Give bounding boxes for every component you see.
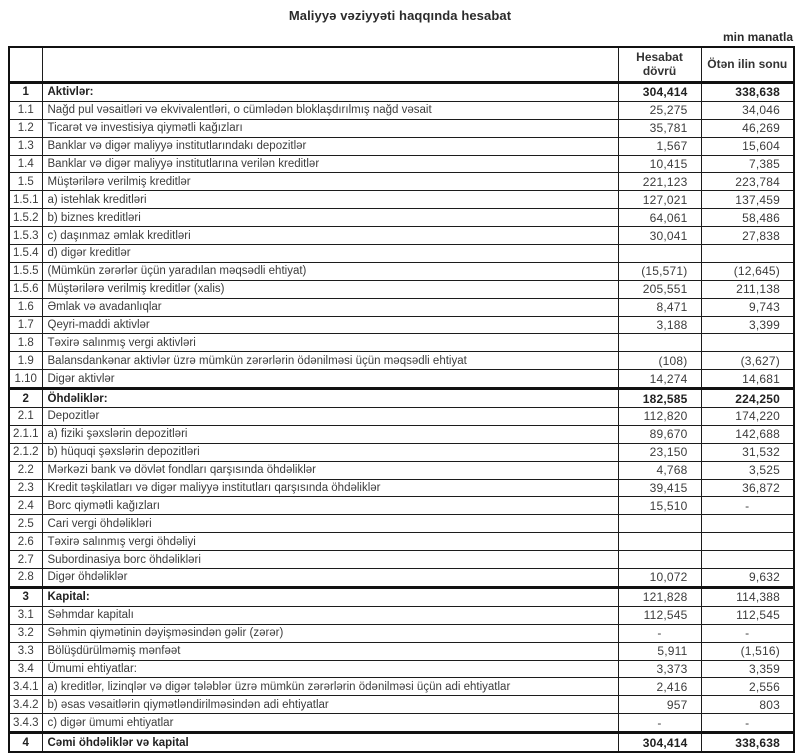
row-number: 2.1 xyxy=(9,408,42,426)
value-previous: 112,545 xyxy=(701,606,794,624)
value-current xyxy=(618,551,701,569)
row-label: Öhdəliklər: xyxy=(42,389,618,408)
value-previous: 2,556 xyxy=(701,678,794,696)
value-current: 8,471 xyxy=(618,298,701,316)
table-row xyxy=(9,262,794,280)
row-number: 4 xyxy=(9,733,42,752)
table-row xyxy=(9,334,794,352)
value-previous: 58,486 xyxy=(701,209,794,227)
value-previous xyxy=(701,533,794,551)
row-label: d) digər kreditlər xyxy=(42,245,618,263)
row-label: Səhmin qiymətinin dəyişməsindən gəlir (zərər) xyxy=(42,624,618,642)
row-number: 2.7 xyxy=(9,551,42,569)
value-current: 127,021 xyxy=(618,191,701,209)
table-row xyxy=(9,191,794,209)
row-number: 3.1 xyxy=(9,606,42,624)
financial-position-table xyxy=(8,46,795,753)
row-label: a) kreditlər, lizinqlər və digər tələblər üzrə mümkün zərərlərin ödənilməsi üçün adi ehtiyatlar xyxy=(42,678,618,696)
col-header-current-period: Hesabat dövrü xyxy=(618,47,701,83)
table-row xyxy=(9,660,794,678)
row-label: Təxirə salınmış vergi aktivləri xyxy=(42,334,618,352)
value-previous xyxy=(701,245,794,263)
table-row xyxy=(9,155,794,173)
value-previous: 3,399 xyxy=(701,316,794,334)
row-number: 1.8 xyxy=(9,334,42,352)
row-label: Ümumi ehtiyatlar: xyxy=(42,660,618,678)
value-current: 957 xyxy=(618,696,701,714)
row-label: Müştərilərə verilmiş kreditlər (xalis) xyxy=(42,280,618,298)
value-previous xyxy=(701,515,794,533)
row-label: Borc qiymətli kağızları xyxy=(42,497,618,515)
row-label: a) istehlak kreditləri xyxy=(42,191,618,209)
row-label: c) daşınmaz əmlak kreditləri xyxy=(42,227,618,245)
value-current: 121,828 xyxy=(618,587,701,606)
value-previous: 137,459 xyxy=(701,191,794,209)
value-current: - xyxy=(618,624,701,642)
row-number: 1.3 xyxy=(9,137,42,155)
row-number: 3.4.1 xyxy=(9,678,42,696)
table-row xyxy=(9,497,794,515)
row-label: Balansdankənar aktivlər üzrə mümkün zərərlərin ödənilməsi üçün məqsədli ehtiyat xyxy=(42,352,618,370)
table-row xyxy=(9,587,794,606)
value-previous: - xyxy=(701,714,794,733)
value-previous: - xyxy=(701,624,794,642)
value-previous xyxy=(701,334,794,352)
value-previous: 14,681 xyxy=(701,370,794,389)
unit-note: min manatla xyxy=(722,30,793,44)
table-row xyxy=(9,408,794,426)
value-current: 23,150 xyxy=(618,443,701,461)
value-current: 304,414 xyxy=(618,733,701,752)
row-label: Qeyri-maddi aktivlər xyxy=(42,316,618,334)
value-current: 10,072 xyxy=(618,569,701,588)
value-current: 112,820 xyxy=(618,408,701,426)
value-previous: 803 xyxy=(701,696,794,714)
table-row xyxy=(9,227,794,245)
value-current: (15,571) xyxy=(618,262,701,280)
value-previous: 9,632 xyxy=(701,569,794,588)
value-previous: (3,627) xyxy=(701,352,794,370)
row-label: Aktivlər: xyxy=(42,83,618,102)
value-previous: 224,250 xyxy=(701,389,794,408)
table-row xyxy=(9,678,794,696)
page-title: Maliyyə vəziyyəti haqqında hesabat xyxy=(288,8,512,23)
table-row xyxy=(9,569,794,588)
row-label: Mərkəzi bank və dövlət fondları qarşısında öhdəliklər xyxy=(42,461,618,479)
value-current: 14,274 xyxy=(618,370,701,389)
value-current: 64,061 xyxy=(618,209,701,227)
row-number: 2.3 xyxy=(9,479,42,497)
value-previous: 9,743 xyxy=(701,298,794,316)
row-label: c) digər ümumi ehtiyatlar xyxy=(42,714,618,733)
table-row xyxy=(9,696,794,714)
value-current: 4,768 xyxy=(618,461,701,479)
row-number: 3.4 xyxy=(9,660,42,678)
value-current xyxy=(618,533,701,551)
row-label: Nağd pul vəsaitləri və ekvivalentləri, o cümlədən bloklaşdırılmış nağd vəsait xyxy=(42,101,618,119)
row-label: Banklar və digər maliyyə institutlarındakı depozitlər xyxy=(42,137,618,155)
table-row xyxy=(9,352,794,370)
header-row xyxy=(9,47,794,83)
table-row xyxy=(9,479,794,497)
row-number: 1.5.3 xyxy=(9,227,42,245)
table-row xyxy=(9,245,794,263)
table-row xyxy=(9,389,794,408)
value-current: 89,670 xyxy=(618,425,701,443)
table-row xyxy=(9,642,794,660)
table-row xyxy=(9,714,794,733)
row-label: Banklar və digər maliyyə institutlarına verilən kreditlər xyxy=(42,155,618,173)
table-row xyxy=(9,280,794,298)
table-row xyxy=(9,137,794,155)
row-number: 1.5 xyxy=(9,173,42,191)
value-previous xyxy=(701,551,794,569)
row-label: Cari vergi öhdəlikləri xyxy=(42,515,618,533)
row-label: Digər aktivlər xyxy=(42,370,618,389)
value-current: 304,414 xyxy=(618,83,701,102)
row-label: b) biznes kreditləri xyxy=(42,209,618,227)
table-row xyxy=(9,551,794,569)
table-row xyxy=(9,606,794,624)
row-number: 1.5.6 xyxy=(9,280,42,298)
value-current: 221,123 xyxy=(618,173,701,191)
value-previous: (1,516) xyxy=(701,642,794,660)
value-previous: 3,359 xyxy=(701,660,794,678)
row-label: Ticarət və investisiya qiymətli kağızları xyxy=(42,119,618,137)
value-previous: 36,872 xyxy=(701,479,794,497)
row-number: 2 xyxy=(9,389,42,408)
value-previous: 338,638 xyxy=(701,733,794,752)
row-label: a) fiziki şəxslərin depozitləri xyxy=(42,425,618,443)
row-number: 3.4.3 xyxy=(9,714,42,733)
row-label: Cəmi öhdəliklər və kapital xyxy=(42,733,618,752)
row-number: 2.1.1 xyxy=(9,425,42,443)
row-number: 2.4 xyxy=(9,497,42,515)
value-current: 10,415 xyxy=(618,155,701,173)
table-row xyxy=(9,209,794,227)
row-label: b) əsas vəsaitlərin qiymətləndirilməsindən adi ehtiyatlar xyxy=(42,696,618,714)
table-row xyxy=(9,533,794,551)
row-number: 2.1.2 xyxy=(9,443,42,461)
table-row xyxy=(9,370,794,389)
value-previous: 34,046 xyxy=(701,101,794,119)
table-row xyxy=(9,101,794,119)
row-label: Kredit təşkilatları və digər maliyyə institutları qarşısında öhdəliklər xyxy=(42,479,618,497)
row-number: 1.10 xyxy=(9,370,42,389)
value-previous: 46,269 xyxy=(701,119,794,137)
table-row xyxy=(9,83,794,102)
value-current xyxy=(618,334,701,352)
row-number: 3.4.2 xyxy=(9,696,42,714)
row-label: (Mümkün zərərlər üçün yaradılan məqsədli ehtiyat) xyxy=(42,262,618,280)
value-previous: 15,604 xyxy=(701,137,794,155)
value-previous: 7,385 xyxy=(701,155,794,173)
value-current: - xyxy=(618,714,701,733)
value-current: 1,567 xyxy=(618,137,701,155)
row-number: 3.3 xyxy=(9,642,42,660)
value-current: 112,545 xyxy=(618,606,701,624)
row-number: 2.2 xyxy=(9,461,42,479)
value-previous: 114,388 xyxy=(701,587,794,606)
value-previous: 211,138 xyxy=(701,280,794,298)
table-row xyxy=(9,624,794,642)
value-current xyxy=(618,515,701,533)
row-label: Subordinasiya borc öhdəlikləri xyxy=(42,551,618,569)
row-label: Bölüşdürülməmiş mənfəət xyxy=(42,642,618,660)
value-previous: 338,638 xyxy=(701,83,794,102)
row-label: Təxirə salınmış vergi öhdəliyi xyxy=(42,533,618,551)
value-current: 2,416 xyxy=(618,678,701,696)
value-previous: 31,532 xyxy=(701,443,794,461)
table-row xyxy=(9,298,794,316)
row-number: 1.5.4 xyxy=(9,245,42,263)
value-previous: 223,784 xyxy=(701,173,794,191)
value-current: 15,510 xyxy=(618,497,701,515)
table-row xyxy=(9,461,794,479)
value-previous: 142,688 xyxy=(701,425,794,443)
value-current: 205,551 xyxy=(618,280,701,298)
value-previous: 27,838 xyxy=(701,227,794,245)
table-row xyxy=(9,515,794,533)
row-number: 2.6 xyxy=(9,533,42,551)
row-number: 1.5.1 xyxy=(9,191,42,209)
table-row xyxy=(9,443,794,461)
row-number: 3.2 xyxy=(9,624,42,642)
value-current: 5,911 xyxy=(618,642,701,660)
table-row xyxy=(9,316,794,334)
row-label: Digər öhdəliklər xyxy=(42,569,618,588)
row-label: b) hüquqi şəxslərin depozitləri xyxy=(42,443,618,461)
value-current: 182,585 xyxy=(618,389,701,408)
row-label: Səhmdar kapitalı xyxy=(42,606,618,624)
row-label: Depozitlər xyxy=(42,408,618,426)
row-number: 3 xyxy=(9,587,42,606)
value-current: 25,275 xyxy=(618,101,701,119)
value-current xyxy=(618,245,701,263)
value-previous: (12,645) xyxy=(701,262,794,280)
row-number: 2.5 xyxy=(9,515,42,533)
row-label: Müştərilərə verilmiş kreditlər xyxy=(42,173,618,191)
row-number: 1.7 xyxy=(9,316,42,334)
col-header-previous-year-end: Ötən ilin sonu xyxy=(701,47,794,83)
row-number: 1 xyxy=(9,83,42,102)
value-previous: - xyxy=(701,497,794,515)
table-row xyxy=(9,733,794,752)
value-previous: 174,220 xyxy=(701,408,794,426)
col-header-no xyxy=(9,47,42,83)
row-label: Kapital: xyxy=(42,587,618,606)
row-number: 1.9 xyxy=(9,352,42,370)
value-current: 3,373 xyxy=(618,660,701,678)
table-row xyxy=(9,173,794,191)
row-number: 1.5.5 xyxy=(9,262,42,280)
row-number: 1.6 xyxy=(9,298,42,316)
row-number: 1.1 xyxy=(9,101,42,119)
value-previous: 3,525 xyxy=(701,461,794,479)
value-current: 39,415 xyxy=(618,479,701,497)
value-current: 35,781 xyxy=(618,119,701,137)
row-number: 2.8 xyxy=(9,569,42,588)
row-label: Əmlak və avadanlıqlar xyxy=(42,298,618,316)
row-number: 1.5.2 xyxy=(9,209,42,227)
table-row xyxy=(9,119,794,137)
row-number: 1.4 xyxy=(9,155,42,173)
value-current: 3,188 xyxy=(618,316,701,334)
table-row xyxy=(9,425,794,443)
col-header-description xyxy=(42,47,618,83)
table-body xyxy=(9,83,794,752)
value-current: 30,041 xyxy=(618,227,701,245)
value-current: (108) xyxy=(618,352,701,370)
row-number: 1.2 xyxy=(9,119,42,137)
